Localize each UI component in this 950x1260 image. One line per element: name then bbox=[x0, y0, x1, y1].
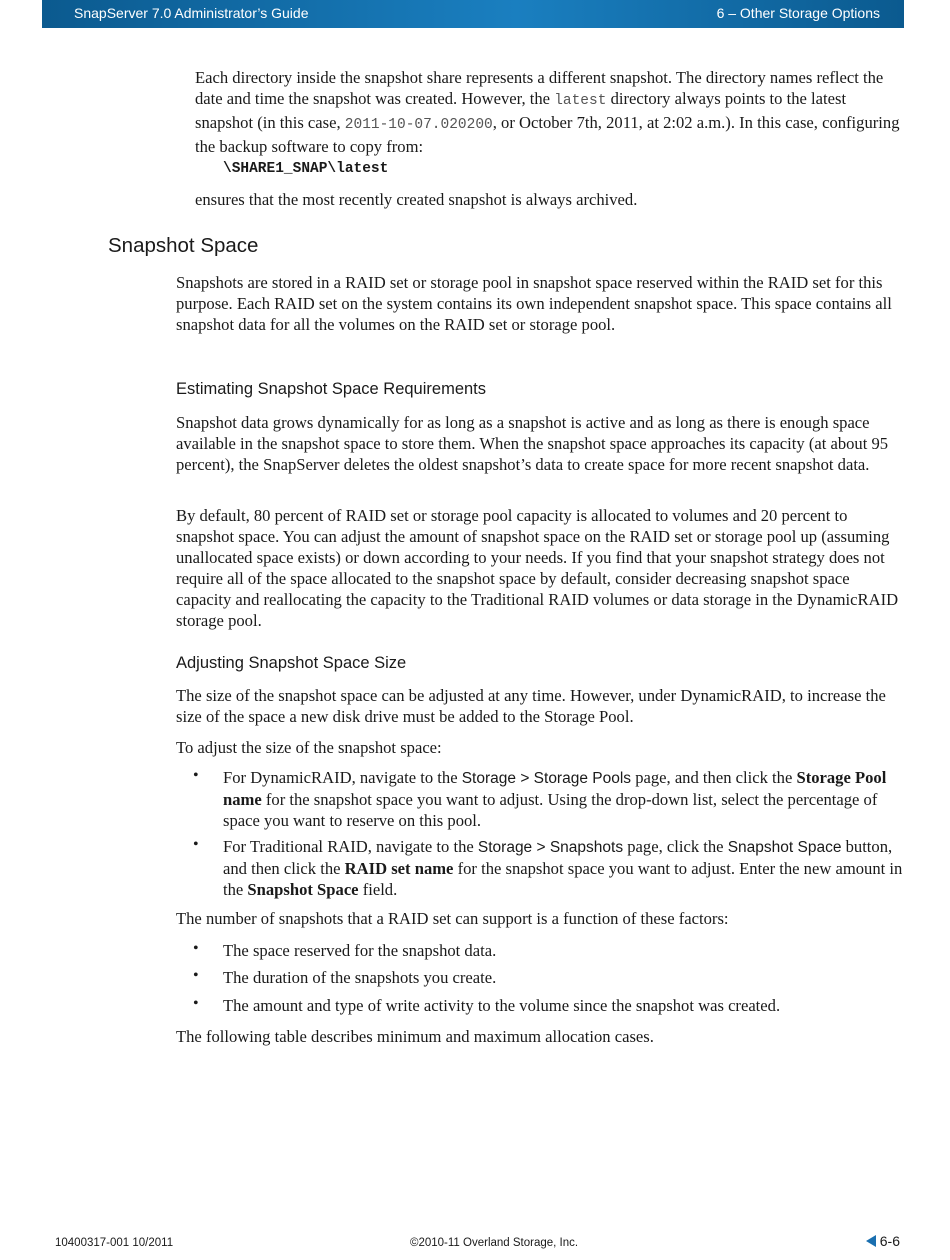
ui-storage-pool-name: Storage Pool name bbox=[223, 768, 887, 809]
footer-copyright: ©2010-11 Overland Storage, Inc. bbox=[410, 1237, 579, 1249]
intro-paragraph: Each directory inside the snapshot share represents a different snapshot. The directory names reflect the date and time the snapshot was created. However, the latest directory always points to the latest snapshot (in this case, 2011-10-07.020200, or October 7th, 2011, at 2:02 a.m.). In this case, configuring the backup software to copy from: bbox=[195, 68, 900, 156]
adjusting-paragraph-3: The number of snapshots that a RAID set can support is a function of these factors: bbox=[176, 909, 729, 928]
ui-path-snapshots: Storage > Snapshots bbox=[477, 839, 624, 856]
code-latest: latest bbox=[554, 93, 607, 109]
ui-path-storage-pools: Storage > Storage Pools bbox=[461, 770, 632, 787]
page-number: 6-6 bbox=[866, 1233, 900, 1249]
header-title: SnapServer 7.0 Administrator’s Guide bbox=[74, 5, 309, 21]
factor-item: The space reserved for the snapshot data. bbox=[223, 941, 497, 960]
subheading-estimating: Estimating Snapshot Space Requirements bbox=[176, 380, 487, 398]
page-header bbox=[42, 0, 904, 28]
adjusting-paragraph-4: The following table describes minimum and maximum allocation cases. bbox=[176, 1027, 654, 1046]
bullet-marker: • bbox=[193, 767, 199, 784]
ui-snapshot-space-field: Snapshot Space bbox=[247, 880, 359, 899]
footer-doc-id: 10400317-001 10/2011 bbox=[55, 1237, 174, 1249]
adjusting-paragraph-1: The size of the snapshot space can be adjusted at any time. However, under DynamicRAID, to increase the size of the space a new disk drive must be added to the Storage Pool. bbox=[176, 686, 886, 726]
bullet-marker: • bbox=[193, 995, 199, 1012]
code-path: \SHARE1_SNAP\latest bbox=[223, 161, 389, 177]
factor-item: The amount and type of write activity to the volume since the snapshot was created. bbox=[223, 996, 781, 1015]
bullet-marker: • bbox=[193, 940, 199, 957]
adjusting-paragraph-2: To adjust the size of the snapshot space: bbox=[176, 738, 442, 757]
ui-raid-set-name: RAID set name bbox=[344, 859, 454, 878]
ui-snapshot-space-button: Snapshot Space bbox=[727, 839, 842, 856]
header-chapter: 6 – Other Storage Options bbox=[716, 5, 880, 21]
subheading-adjusting: Adjusting Snapshot Space Size bbox=[176, 654, 407, 672]
previous-page-arrow-icon[interactable] bbox=[866, 1235, 876, 1247]
intro-conclusion: ensures that the most recently created snapshot is always archived. bbox=[195, 190, 638, 209]
bullet-marker: • bbox=[193, 836, 199, 853]
bullet-marker: • bbox=[193, 967, 199, 984]
estimating-paragraph-2: By default, 80 percent of RAID set or storage pool capacity is allocated to volumes and 20 percent to snapshot space. You can adjust the amount of snapshot space on the RAID set or storage pool up (assuming unallocated space exists) or down according to your needs. If you find that your snapshot strategy does not require all of the space allocated to the snapshot space by default, consider decreasing snapshot space capacity and reallocating the capacity to the Traditional RAID volumes or data storage in the DynamicRAID storage pool. bbox=[176, 506, 899, 630]
code-snapshot-name: 2011-10-07.020200 bbox=[344, 117, 493, 133]
list-item-dynamicraid: For DynamicRAID, navigate to the Storage > Storage Pools page, and then click the Storage Pool name for the snapshot space you want to adjust. Using the drop-down list, select the percentage of space you want to reserve on this pool. bbox=[223, 768, 887, 830]
factor-item: The duration of the snapshots you create. bbox=[223, 968, 497, 987]
list-item-traditional-raid: For Traditional RAID, navigate to the Storage > Snapshots page, click the Snapshot Space button, and then click the RAID set name for the snapshot space you want to adjust. Enter the new amount in the Snapshot Space field. bbox=[223, 837, 903, 899]
section-heading-snapshot-space: Snapshot Space bbox=[108, 234, 259, 257]
estimating-paragraph-1: Snapshot data grows dynamically for as long as a snapshot is active and as long as there is enough space available in the snapshot space to store them. When the snapshot space approaches its capacity (at about 95 percent), the SnapServer deletes the oldest snapshot’s data to create space for more recent snapshot data. bbox=[176, 413, 889, 474]
snapshot-space-paragraph: Snapshots are stored in a RAID set or storage pool in snapshot space reserved within the RAID set for this purpose. Each RAID set on the system contains its own independent snapshot space. This space contains all snapshot data for all the volumes on the RAID set or storage pool. bbox=[176, 273, 892, 334]
